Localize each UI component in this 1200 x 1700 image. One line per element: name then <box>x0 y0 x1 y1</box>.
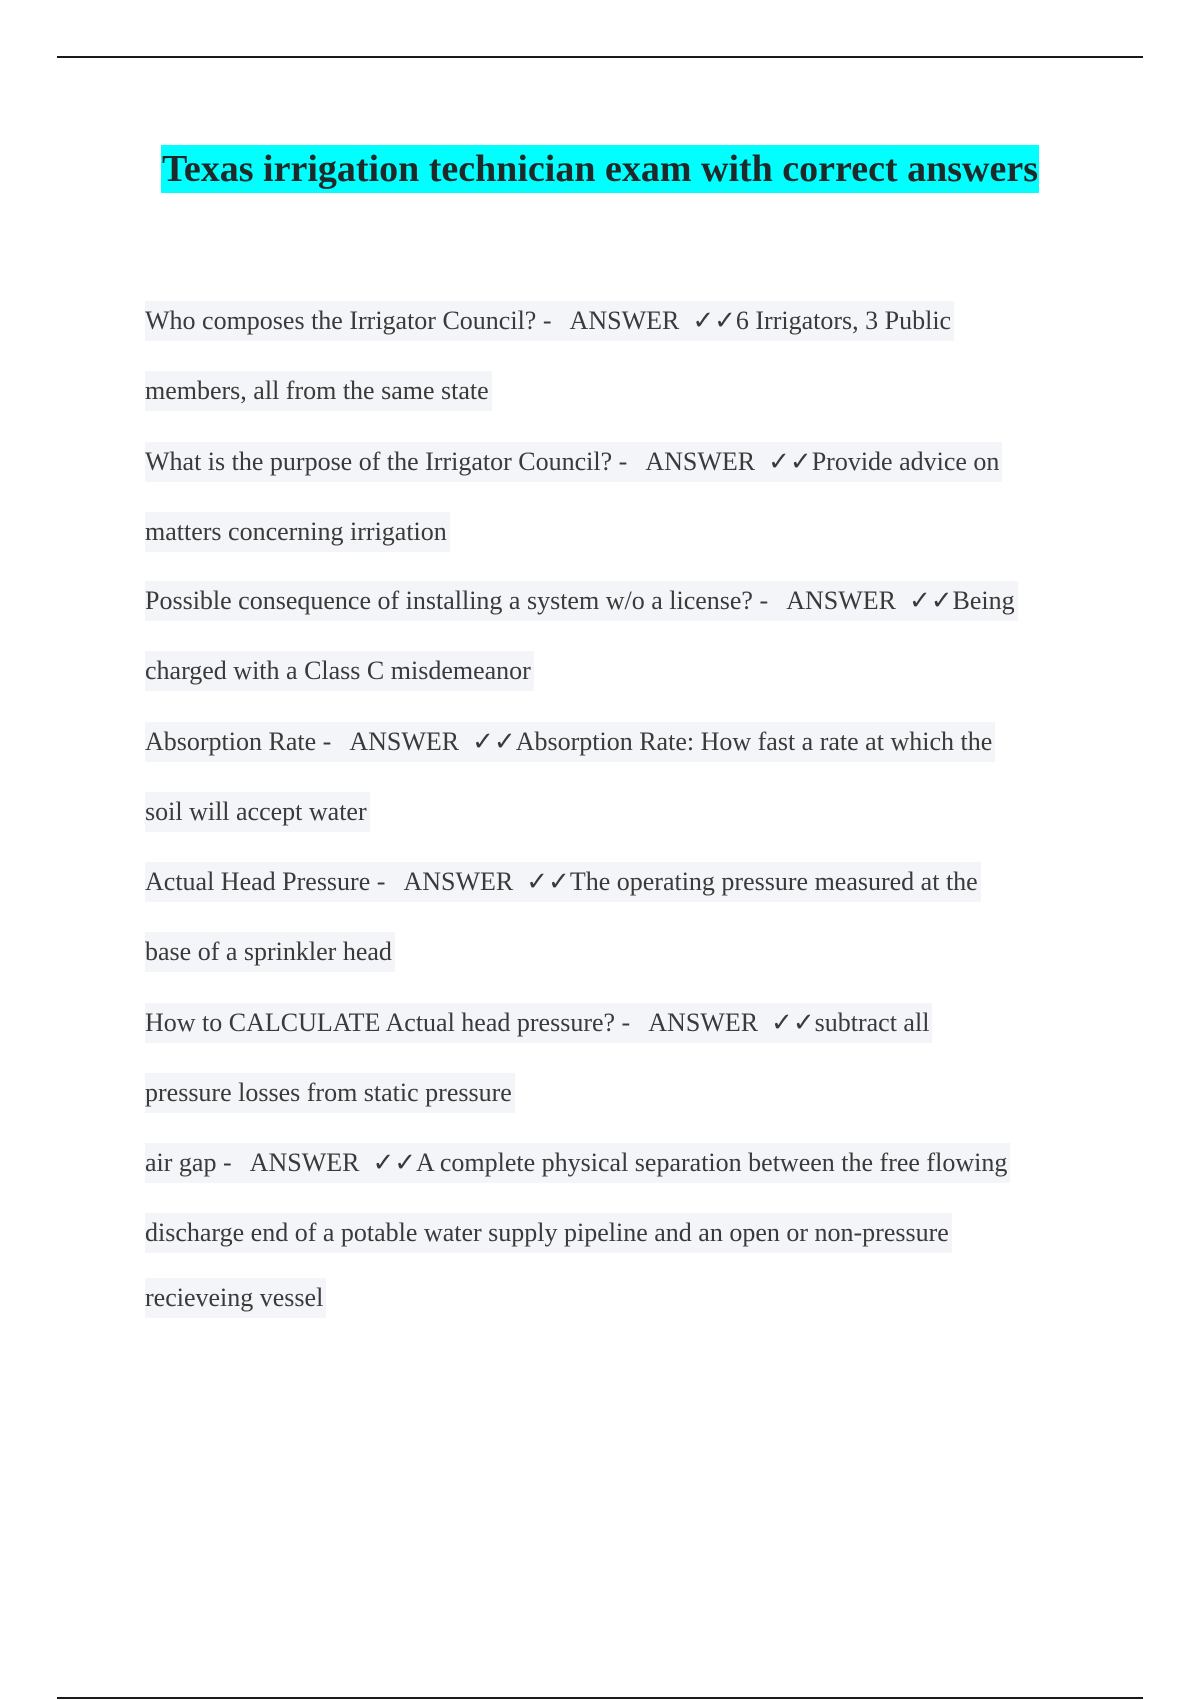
qa-line-8: soil will accept water <box>145 792 370 832</box>
qa-line-7: Absorption Rate - ANSWER ✓✓Absorption Rate: How fast a rate at which the <box>145 722 995 762</box>
qa-line-1: Who composes the Irrigator Council? - ANSWER ✓✓6 Irrigators, 3 Public <box>145 301 954 341</box>
qa-line-12: pressure losses from static pressure <box>145 1073 515 1113</box>
bottom-rule <box>57 1697 1143 1699</box>
qa-line-5: Possible consequence of installing a system w/o a license? - ANSWER ✓✓Being <box>145 581 1018 621</box>
qa-line-14: discharge end of a potable water supply pipeline and an open or non-pressure <box>145 1213 952 1253</box>
qa-line-13: air gap - ANSWER ✓✓A complete physical separation between the free flowing <box>145 1143 1010 1183</box>
document-title: Texas irrigation technician exam with correct answers <box>161 145 1039 193</box>
qa-line-9: Actual Head Pressure - ANSWER ✓✓The operating pressure measured at the <box>145 862 981 902</box>
qa-line-2: members, all from the same state <box>145 371 492 411</box>
qa-line-6: charged with a Class C misdemeanor <box>145 651 534 691</box>
qa-line-10: base of a sprinkler head <box>145 932 395 972</box>
qa-line-3: What is the purpose of the Irrigator Council? - ANSWER ✓✓Provide advice on <box>145 442 1002 482</box>
qa-line-11: How to CALCULATE Actual head pressure? - ANSWER ✓✓subtract all <box>145 1003 932 1043</box>
qa-line-15: recieveing vessel <box>145 1278 326 1318</box>
qa-line-4: matters concerning irrigation <box>145 512 450 552</box>
